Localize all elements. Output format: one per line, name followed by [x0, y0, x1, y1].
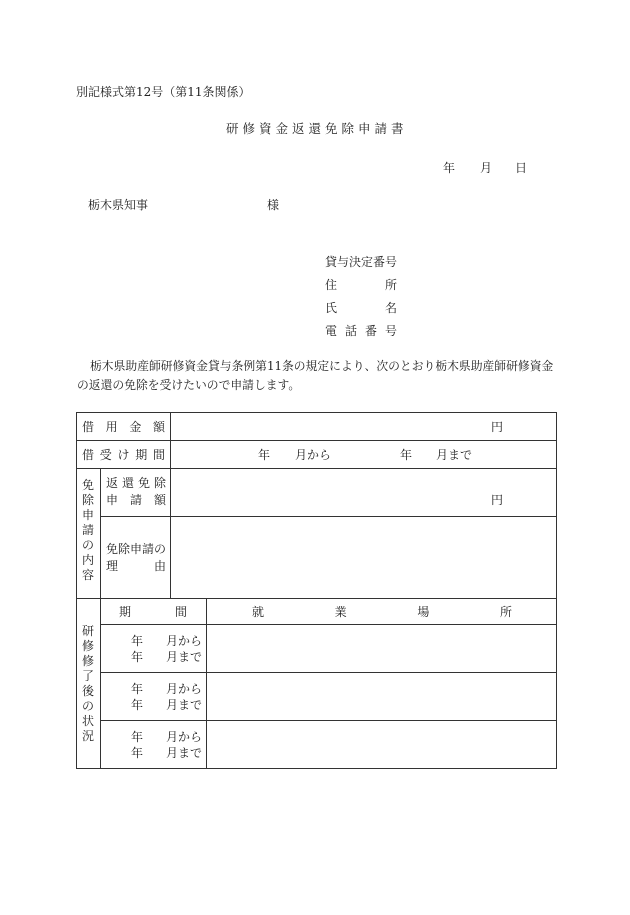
- addressee-name: 栃木県知事: [88, 198, 149, 212]
- name-label: 氏 名: [325, 301, 397, 315]
- row1-month-to: 月まで: [166, 650, 203, 664]
- row3-month-to: 月まで: [166, 746, 203, 760]
- form-reference: 別記様式第12号（第11条関係）: [76, 85, 251, 99]
- loan-amount-label: 借 用 金 額: [82, 420, 165, 434]
- row2-year-to: 年: [131, 698, 144, 712]
- date-month: 月: [480, 161, 493, 175]
- body-line-1: 栃木県助産師研修資金貸与条例第11条の規定により、次のとおり栃木県助産師研修資金: [90, 359, 554, 373]
- row2-year-from: 年: [131, 682, 144, 696]
- exemption-reason-label-line2: 理 由: [106, 559, 166, 573]
- row1-year-from: 年: [131, 634, 144, 648]
- addressee-honorific: 様: [267, 198, 280, 212]
- workplace-header: 就 業 場 所: [252, 605, 512, 619]
- exemption-amount-unit: 円: [491, 493, 504, 507]
- row3-year-to: 年: [131, 746, 144, 760]
- page-title: 研修資金返還免除申請書: [226, 121, 408, 136]
- after-training-section-label: 研 修 修 了 後 の 状 況: [82, 624, 95, 743]
- date-year: 年: [443, 161, 456, 175]
- period-header: 期 間: [119, 605, 187, 619]
- address-label: 住 所: [325, 278, 397, 292]
- loan-amount-unit: 円: [491, 420, 504, 434]
- row3-month-from: 月から: [166, 730, 203, 744]
- loan-period-month-from: 月から: [295, 448, 332, 462]
- exemption-amount-label-line1: 返 還 免 除: [106, 476, 166, 490]
- date-day: 日: [515, 161, 528, 175]
- row2-month-from: 月から: [166, 682, 203, 696]
- loan-number-label: 貸与決定番号: [325, 255, 398, 269]
- row1-year-to: 年: [131, 650, 144, 664]
- loan-period-label: 借 受 け 期 間: [82, 448, 165, 462]
- exemption-amount-label-line2: 申 請 額: [106, 493, 166, 507]
- loan-period-year-from: 年: [258, 448, 271, 462]
- row2-month-to: 月まで: [166, 698, 203, 712]
- row3-year-from: 年: [131, 730, 144, 744]
- loan-period-year-to: 年: [400, 448, 413, 462]
- phone-label: 電 話 番 号: [325, 324, 397, 338]
- body-line-2: の返還の免除を受けたいので申請します。: [77, 378, 301, 392]
- row1-month-from: 月から: [166, 634, 203, 648]
- exemption-reason-label-line1: 免除申請の: [106, 542, 167, 556]
- exemption-section-label: 免 除 申 請 の 内 容: [82, 478, 95, 582]
- loan-period-month-to: 月まで: [436, 448, 473, 462]
